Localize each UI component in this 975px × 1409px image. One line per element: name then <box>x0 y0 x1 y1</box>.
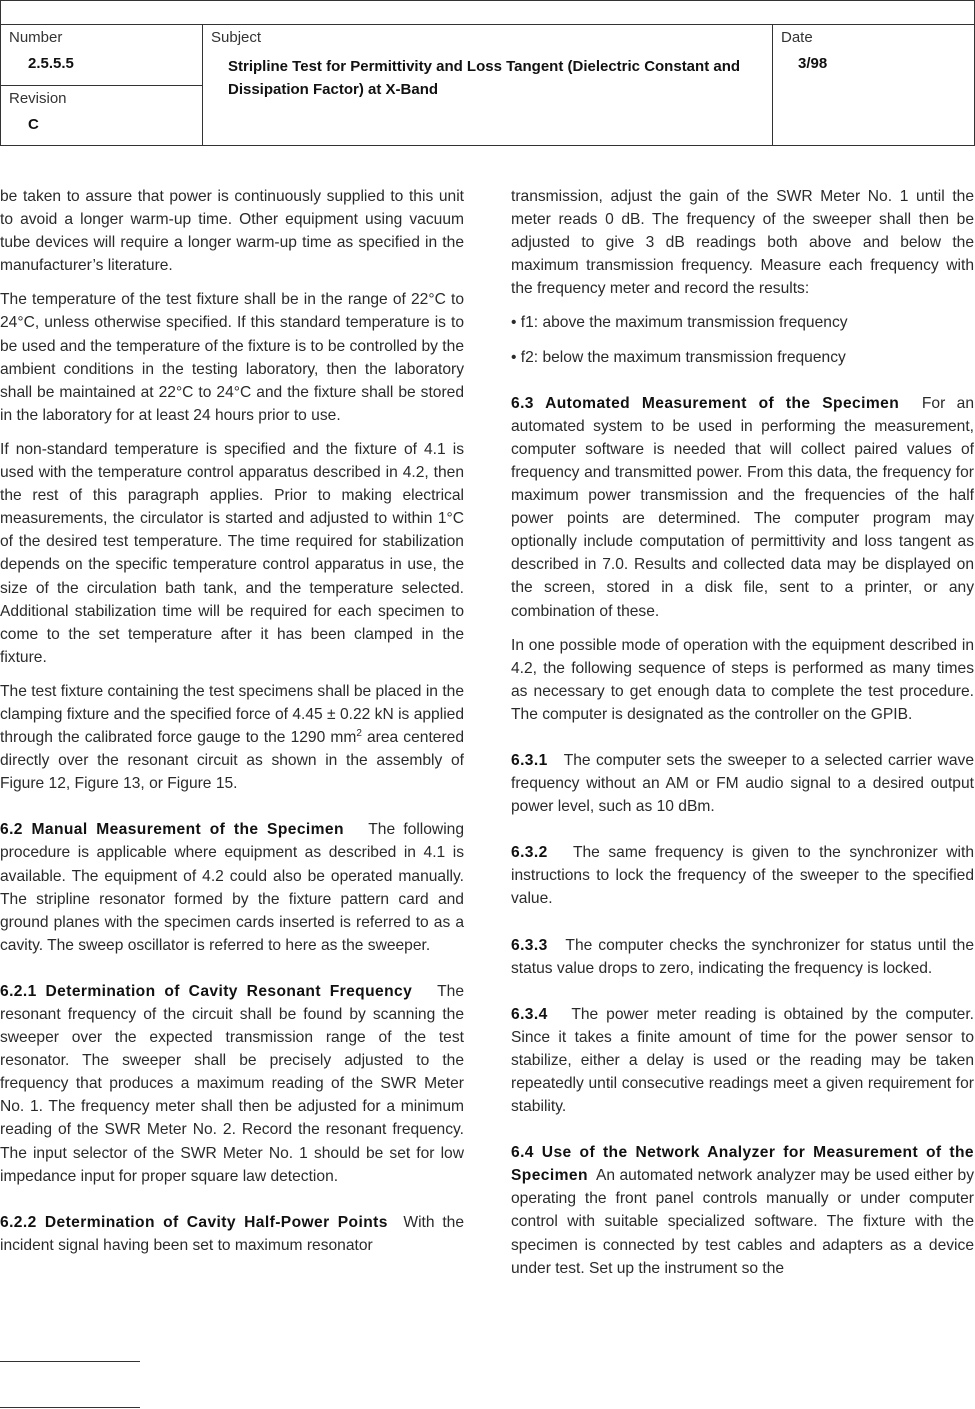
section-6-4-text: An automated network analyzer may be used either by operating the front panel controls manually or under computer control with suitable specialized software. The fixture with the specimen is connected by test cables and adapters as a device under test. Set up the instrument so the <box>511 1167 974 1277</box>
section-6-4 <box>511 1141 974 1280</box>
date-label: Date <box>781 29 813 46</box>
section-6-2-2-heading: 6.2.2 Determination of Cavity Half-Power Points <box>0 1213 388 1231</box>
section-6-3-3-heading: 6.3.3 <box>511 936 548 954</box>
subject-cell <box>203 25 773 145</box>
subject-label: Subject <box>211 29 262 46</box>
bullet-f1: • f1: above the maximum transmission frequency <box>511 314 848 332</box>
section-6-2-2 <box>0 1211 464 1257</box>
paragraph-non-standard-temperature: If non-standard temperature is specified and the fixture of 4.1 is used with the temperature control apparatus described in 4.2, then the rest of this paragraph applies. Prior to making electrical measurements, the circulator is started and adjusted to within 1°C of the desired test temperature. The time required for stabilization depends on the specific temperature control apparatus in use, the size of the circulation bath tank, and the temperature selected. Additional stabilization time will be required for each specimen to come to the set temperature after it has been clamped in the fixture. <box>0 440 464 666</box>
paragraph-mode-of-operation: In one possible mode of operation with the equipment described in 4.2, the following sequence of steps is performed as many times as necessary to get enough data to complete the test procedure. The computer is designated as the controller on the GPIB. <box>511 636 974 723</box>
clamping-text-b: area centered directly over the resonant circuit as shown in the assembly of Figure 12, Figure 13, or Figure 15. <box>0 729 464 793</box>
revision-value: C <box>28 116 39 133</box>
paragraph-clamping-force <box>0 680 464 795</box>
section-6-3-1 <box>511 749 974 818</box>
document-header-table <box>0 0 975 146</box>
section-6-2-text: The following procedure is applicable where equipment as described in 4.1 is available. The equipment of 4.2 could also be operated manually. The stripline resonator formed by the fixture pattern card and ground planes with the specimen cards inserted is referred to as a cavity. The sweep oscillator is referred to here as the sweeper. <box>0 821 464 954</box>
number-label: Number <box>9 29 63 46</box>
section-6-3 <box>511 392 974 623</box>
section-6-3-2 <box>511 841 974 910</box>
bullet-f2: • f2: below the maximum transmission frequency <box>511 348 846 366</box>
section-6-2-heading: 6.2 Manual Measurement of the Specimen <box>0 821 344 839</box>
section-6-3-heading: 6.3 Automated Measurement of the Specimen <box>511 394 900 412</box>
paragraph-temperature-range: The temperature of the test fixture shall be in the range of 22°C to 24°C, unless otherwise specified. If this standard temperature is to be used and the temperature of the fixture is to be controlled by the ambient conditions in the testing laboratory, then the laboratory shall be maintained at 22°C to 24°C and the fixture shall be stored in the laboratory for at least 24 hours prior to use. <box>0 291 464 424</box>
number-cell <box>1 25 203 86</box>
section-6-2-2-text: With the incident signal having been set to maximum resonator <box>0 1213 464 1254</box>
revision-cell <box>1 86 203 145</box>
paragraph-half-power-procedure: transmission, adjust the gain of the SWR Meter No. 1 until the meter reads 0 dB. The frequency of the sweeper shall then be adjusted to give 3 dB readings both above and below the maximum transmission frequency. Measure each frequency with the frequency meter and record the results: <box>511 188 974 298</box>
section-6-3-3-text: The computer checks the synchronizer for status until the status value drops to zero, indicating the frequency is locked. <box>511 936 975 977</box>
clamping-text-a: The test fixture containing the test specimens shall be placed in the clamping fixture and the specified force of 4.45 ± 0.22 kN is applied through the calibrated force gauge to the 1290 mm <box>0 682 464 747</box>
date-cell <box>773 25 974 145</box>
header-top-band <box>1 1 974 25</box>
section-6-2-1-heading: 6.2.1 Determination of Cavity Resonant Frequency <box>0 982 413 1000</box>
revision-label: Revision <box>9 90 67 107</box>
left-column <box>0 185 464 1268</box>
date-value: 3/98 <box>798 55 828 72</box>
subject-value: Stripline Test for Permittivity and Loss Tangent (Dielectric Constant and Dissipation Factor) at X-Band <box>228 58 741 98</box>
section-6-2-1 <box>0 980 464 1188</box>
right-column <box>511 185 974 1291</box>
number-value: 2.5.5.5 <box>28 55 74 72</box>
footnote-divider-bottom <box>0 1407 140 1408</box>
superscript-2: 2 <box>356 727 362 739</box>
section-6-3-text: For an automated system to be used in performing the measurement, computer software is needed that will collect paired values of frequency and transmitted power. From this data, the frequency for maximum power transmission and the frequencies of the half power points are determined. The computer program may optionally include computation of permittivity and loss tangent as described in 7.0. Results and collected data may be displayed on the screen, stored in a disk file, sent to a printer, or any combination of these. <box>511 394 975 620</box>
section-6-3-4 <box>511 1003 974 1118</box>
section-6-3-2-text: The same frequency is given to the synchronizer with instructions to lock the frequency of the sweeper to the specified value. <box>511 844 975 908</box>
section-6-2-1-text: The resonant frequency of the circuit shall be found by scanning the sweeper over the expected transmission range of the test resonator. The sweeper shall be precisely adjusted to the frequency that produces a maximum reading of the SWR Meter No. 1. The frequency meter shall then be adjusted for a minimum reading of the SWR Meter No. 2. Record the resonant frequency. The input selector of the SWR Meter No. 1 should be set for low impedance input for proper square law detection. <box>0 982 464 1185</box>
section-6-3-4-text: The power meter reading is obtained by the computer. Since it takes a finite amount of time for the power sensor to stabilize, either a delay is used or the reading may be taken repeatedly until consecutive readings meet a given requirement for stability. <box>511 1005 974 1116</box>
paragraph-power-supply: be taken to assure that power is continuously supplied to this unit to avoid a longer warm-up time. Other equipment using vacuum tube devices will require a longer warm-up time as specified in the manufacturer’s literature. <box>0 188 464 275</box>
footnote-divider <box>0 1361 140 1362</box>
section-6-2 <box>0 818 464 957</box>
section-6-3-2-heading: 6.3.2 <box>511 844 548 862</box>
section-6-3-1-heading: 6.3.1 <box>511 751 548 769</box>
section-6-3-4-heading: 6.3.4 <box>511 1005 548 1023</box>
section-6-3-3 <box>511 934 974 980</box>
section-6-3-1-text: The computer sets the sweeper to a selected carrier wave frequency without an AM or FM audio signal to a desired output power level, such as 10 dBm. <box>511 751 974 816</box>
section-6-4-heading: 6.4 Use of the Network Analyzer for Measurement of the Specimen <box>511 1144 974 1185</box>
